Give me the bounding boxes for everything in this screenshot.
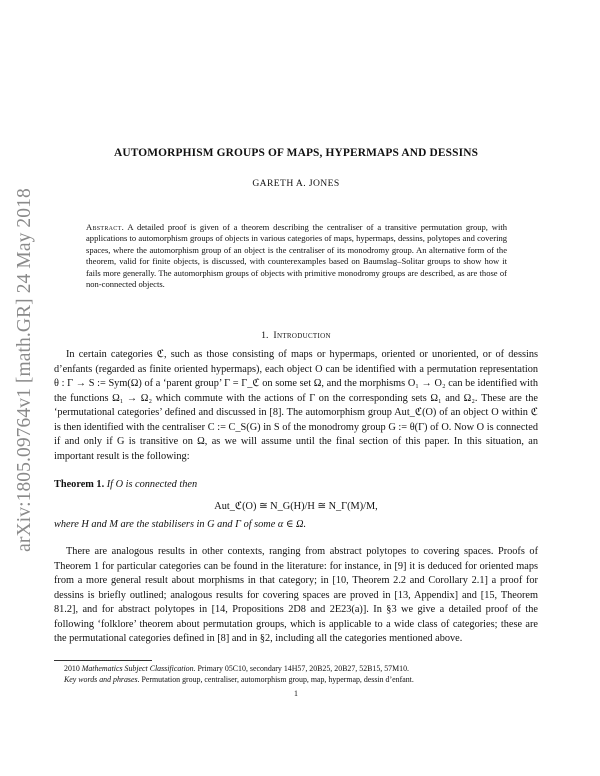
section-title: Introduction [273,330,331,341]
msc-year: 2010 [64,664,80,673]
abstract-text: A detailed proof is given of a theorem describing the centraliser of a transitive permutation group, with applications to automorphism groups of objects in various categories of maps, hypermaps, dessins, polytopes and covering spaces, where the automorphism group of an object is the centraliser of its monodromy group. An alternative form of the theorem, valid for finite objects, is discussed, with counterexamples based on Baumslag–Solitar groups to show how it fails more generally. The automorphism groups of objects with primitive monodromy groups are described, as are those of non-connected objects. [86,222,507,290]
theorem-continuation: where H and M are the stabilisers in G and Γ of some α ∈ Ω. [54,519,307,530]
msc-label: Mathematics Subject Classification. [81,664,196,673]
arxiv-identifier: arXiv:1805.09764v1 [math.GR] 24 May 2018 [14,188,35,552]
paper-author: GARETH A. JONES [252,178,340,189]
footnote-rule [54,660,152,661]
footnote-keywords [64,675,534,686]
page-number: 1 [294,689,298,698]
msc-text: Primary 05C10, secondary 14H57, 20B25, 20B27, 52B15, 57M10. [197,664,410,673]
section-heading [54,330,538,341]
arxiv-sidebar [8,150,42,590]
section-number: 1. [261,330,269,341]
keywords-label: Key words and phrases. [64,675,140,684]
keywords-text: Permutation group, centraliser, automorphism group, map, hypermap, dessin d’enfant. [141,675,414,684]
theorem-1 [54,478,538,493]
abstract [86,222,507,290]
theorem-formula: Aut_ℭ(O) ≅ N_G(H)/H ≅ N_Γ(M)/M, [214,501,378,512]
footnote-msc [64,664,534,675]
paper-title: AUTOMORPHISM GROUPS OF MAPS, HYPERMAPS AND DESSINS [113,147,479,159]
theorem-label: Theorem 1. [54,479,105,490]
theorem-statement: If O is connected then [106,479,198,490]
abstract-label: Abstract. [86,222,125,232]
intro-paragraph-2: There are analogous results in other contexts, ranging from abstract polytopes to covering spaces. Proofs of Theorem 1 for particular categories can be found in the literature: for instance, in [9] it is deduced for oriented maps from a more general result about morphisms in that category; in [10, Theorem 2.2 and Corollary 2.1] a proof for dessins is briefly outlined; analogous results for covering spaces are proved in [13, Appendix] and [15, Theorem 81.2], and for abstract polytopes in [14, Propositions 2D8 and 2E23(a)]. In §3 we give a detailed proof of the following ‘folklore’ theorem about permutation groups, which is applicable to a wide class of categories; these are the permutational categories defined in [8] and in §2, including all the categories mentioned above. [54,546,538,644]
intro-paragraph-1: In certain categories ℭ, such as those consisting of maps or hypermaps, oriented or unoriented, or of dessins d’enfants (regarded as finite oriented hypermaps), each object O can be identified with a permutation representation θ : Γ → S := Sym(Ω) of a ‘parent group’ Γ = Γ_ℭ on some set Ω, and the morphisms O₁ → O₂ can be identified with the functions Ω₁ → Ω₂ which commute with the actions of Γ on the corresponding sets Ω₁ and Ω₂. These are the ‘permutational categories’ defined and discussed in [8]. The automorphism group Aut_ℭ(O) of an object O within ℭ is then identified with the centraliser C := C_S(G) in S of the monodromy group G := θ(Γ) of O. Now O is connected if and only if G is transitive on Ω, as we will assume until the final section of this paper. In this situation, an important result is the following: [54,349,538,462]
